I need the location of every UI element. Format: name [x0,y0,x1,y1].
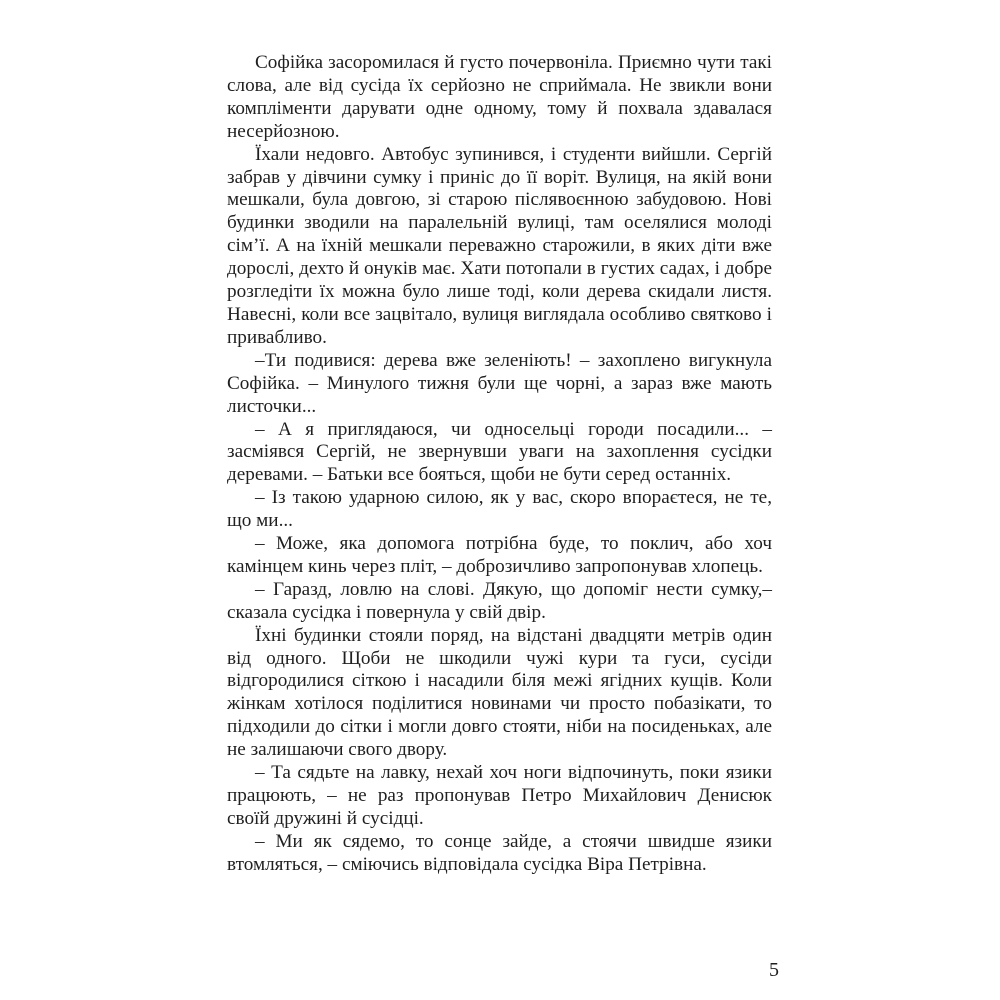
paragraph: Софійка засоромилася й густо почервоніла. Приємно чути такі слова, але від сусіда їх серйозно не сприймала. Не звикли вони компліменти дарувати одне одному, тому й похвала здавалася несерйозною. [227,52,772,142]
page-number: 5 [769,959,779,981]
paragraph: – Із такою ударною силою, як у вас, скоро впораєтеся, не те, що ми... [227,487,772,532]
paragraph: –Ти подивися: дерева вже зеленіють! – захоплено вигукнула Софійка. – Минулого тижня були ще чорні, а зараз вже мають листочки... [227,349,772,417]
paragraph: – Та сядьте на лавку, нехай хоч ноги відпочинуть, поки язики працюють, – не раз пропонував Петро Михайлович Денисюк своїй дружині й сусідці. [227,762,772,829]
paragraph: – Може, яка допомога потрібна буде, то поклич, або хоч камінцем кинь через пліт, – доброзичливо запропонував хлопець. [227,533,772,577]
paragraph: – А я приглядаюся, чи односельці городи посадили... – засміявся Сергій, не звернувши уваги на захоплення сусідки деревами. – Батьки все бояться, щоби не бути серед останніх. [227,418,772,486]
paragraph: Їхні будинки стояли поряд, на відстані двадцяти метрів один від одного. Щоби не шкодили чужі кури та гуси, сусіди відгородилися сіткою і насадили біля межі ягідних кущів. Коли жінкам хотілося поділитися новинами чи просто побазікати, то підходили до сітки і могли довго стояти, ніби на посиденьках, але не залишаючи свого двору. [227,624,772,761]
paragraph: – Ми як сядемо, то сонце зайде, а стоячи швидше язики втомляться, – сміючись відповідала сусідка Віра Петрівна. [227,830,772,875]
paragraph: – Гаразд, ловлю на слові. Дякую, що допоміг нести сумку,– сказала сусідка і повернула у свій двір. [227,578,772,623]
page-text [227,52,772,877]
paragraph: Їхали недовго. Автобус зупинився, і студенти вийшли. Сергій забрав у дівчини сумку і приніс до її воріт. Вулиця, на якій вони мешкали, була довгою, зі старою післявоєнною забудовою. Нові будинки зводили на паралельній вулиці, там оселялися молоді сім’ї. А на їхній мешкали переважно старожили, в яких діти вже дорослі, дехто й онуків має. Хати потопали в густих садах, і добре розгледіти їх можна було лише тоді, коли дерева скидали листя. Навесні, коли все зацвітало, вулиця виглядала особливо святково і привабливо. [227,143,772,348]
